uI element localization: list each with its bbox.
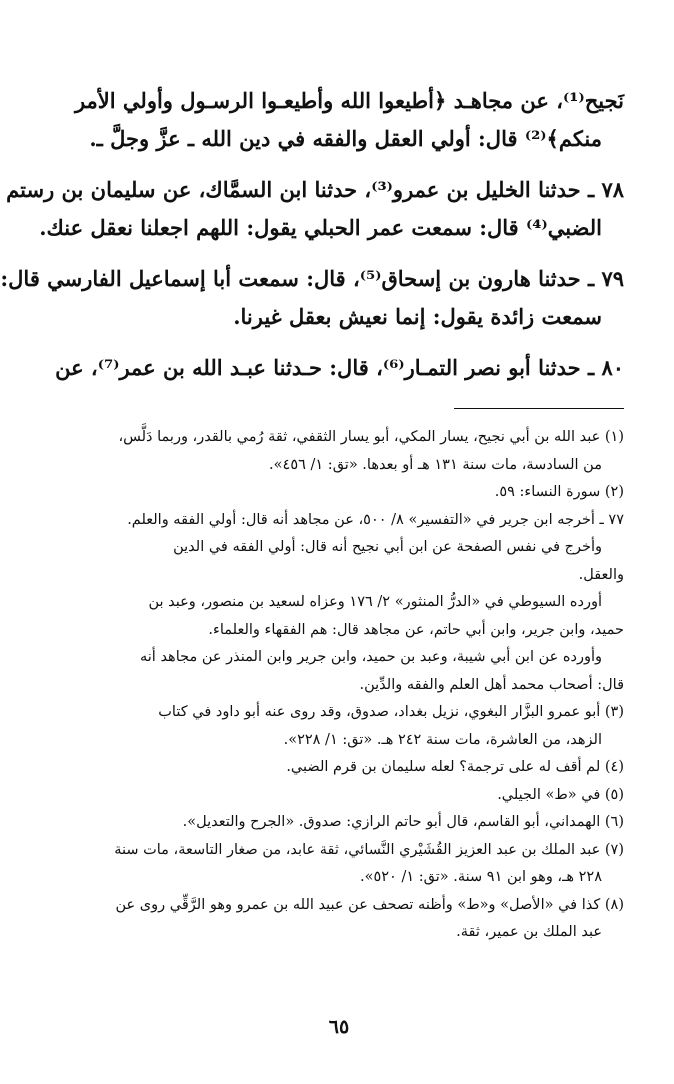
footnote-8: (٨) كذا في «الأصل» و«ط» وأظنه تصحف عن عبيد الله بن عمرو وهو الرَّقِّي روى عن — [115, 896, 624, 913]
takhrij-77: ٧٧ ـ أخرجه ابن جرير في «التفسير» ٨/ ٥٠٠، عن مجاهد أنه قال: أولي الفقه والعلم. — [127, 511, 624, 528]
footnote-4: (٤) لم أقف له على ترجمة؟ لعله سليمان بن قرم الضبي. — [286, 759, 624, 775]
main-line: سمعت زائدة يقول: إنما نعيش بعقل غيرنا. — [233, 304, 602, 329]
main-line: الضبي⁽⁴⁾ قال: سمعت عمر الحبلي يقول: اللهم اجعلنا نعقل عنك. — [39, 215, 602, 240]
footnote-5: (٥) في «ط» الجيلي. — [497, 786, 624, 803]
footnote-line: أورده السيوطي في «الدرُّ المنثور» ٢/ ١٧٦ وعزاه لسعيد بن منصور، وعبد بن — [148, 594, 602, 610]
footnote-line: عبد الملك بن عمير، ثقة. — [456, 924, 602, 940]
hadith-79: ٧٩ ـ حدثنا هارون بن إسحاق⁽⁵⁾، قال: سمعت أبا إسماعيل الفارسي قال: — [0, 266, 624, 291]
main-line: منكم﴾⁽²⁾ قال: أولي العقل والفقه في دين الله ـ عزَّ وجلَّ ـ. — [89, 126, 602, 151]
footnote-line: وأخرج في نفس الصفحة عن ابن أبي نجيح أنه قال: أولي الفقه في الدين — [173, 539, 602, 555]
footnote-line: الزهد، من العاشرة، مات سنة ٢٤٢ هـ. «تق: ١/ ٢٢٨». — [283, 731, 602, 748]
hadith-78: ٧٨ ـ حدثنا الخليل بن عمرو⁽³⁾، حدثنا ابن السمَّاك، عن سليمان بن رستم — [6, 177, 624, 202]
footnote-7: (٧) عبد الملك بن عبد العزيز القُشَيْري النَّسائي، ثقة عابد، من صغار التاسعة، مات سنة — [114, 841, 624, 858]
hadith-80: ٨٠ ـ حدثنا أبو نصر التمـار⁽⁶⁾، قال: حـدثنا عبـد الله بن عمر⁽⁷⁾، عن — [55, 355, 624, 380]
footnote-2: (٢) سورة النساء: ٥٩. — [494, 484, 624, 500]
footnote-1: (١) عبد الله بن أبي نجيح، يسار المكي، أبو يسار الثقفي، ثقة رُمي بالقدر، وربما دَلَّس، — [118, 429, 624, 445]
footnotes — [52, 424, 624, 947]
footnote-line: من السادسة، مات سنة ١٣١ هـ أو بعدها. «تق: ١/ ٤٥٦». — [269, 456, 602, 473]
footnote-line: ٢٢٨ هـ، وهو ابن ٩١ سنة. «تق: ١/ ٥٢٠». — [360, 869, 602, 885]
footnote-6: (٦) الهمداني، أبو القاسم، قال أبو حاتم الرازي: صدوق. «الجرح والتعديل». — [182, 814, 624, 830]
footnote-line: والعقل. — [578, 566, 624, 583]
footnote-separator — [454, 408, 624, 409]
main-text — [0, 82, 624, 387]
footnote-line: قال: أصحاب محمد أهل العلم والفقه والدِّين. — [359, 676, 624, 693]
footnote-line: حميد، وابن جرير، وابن أبي حاتم، عن مجاهد قال: هم الفقهاء والعلماء. — [208, 621, 624, 638]
footnote-3: (٣) أبو عمرو البزَّار البغوي، نزيل بغداد، صدوق، وقد روى عنه أبو داود في كتاب — [158, 704, 624, 720]
main-line: نَجيح⁽¹⁾، عن مجاهـد ﴿أطيعوا الله وأطيعـوا الرسـول وأولي الأمر — [74, 88, 624, 113]
footnote-line: وأورده عن ابن أبي شيبة، وعبد بن حميد، وابن جرير وابن المنذر عن مجاهد أنه — [140, 649, 602, 665]
page-number: ٦٥ — [328, 1016, 350, 1038]
